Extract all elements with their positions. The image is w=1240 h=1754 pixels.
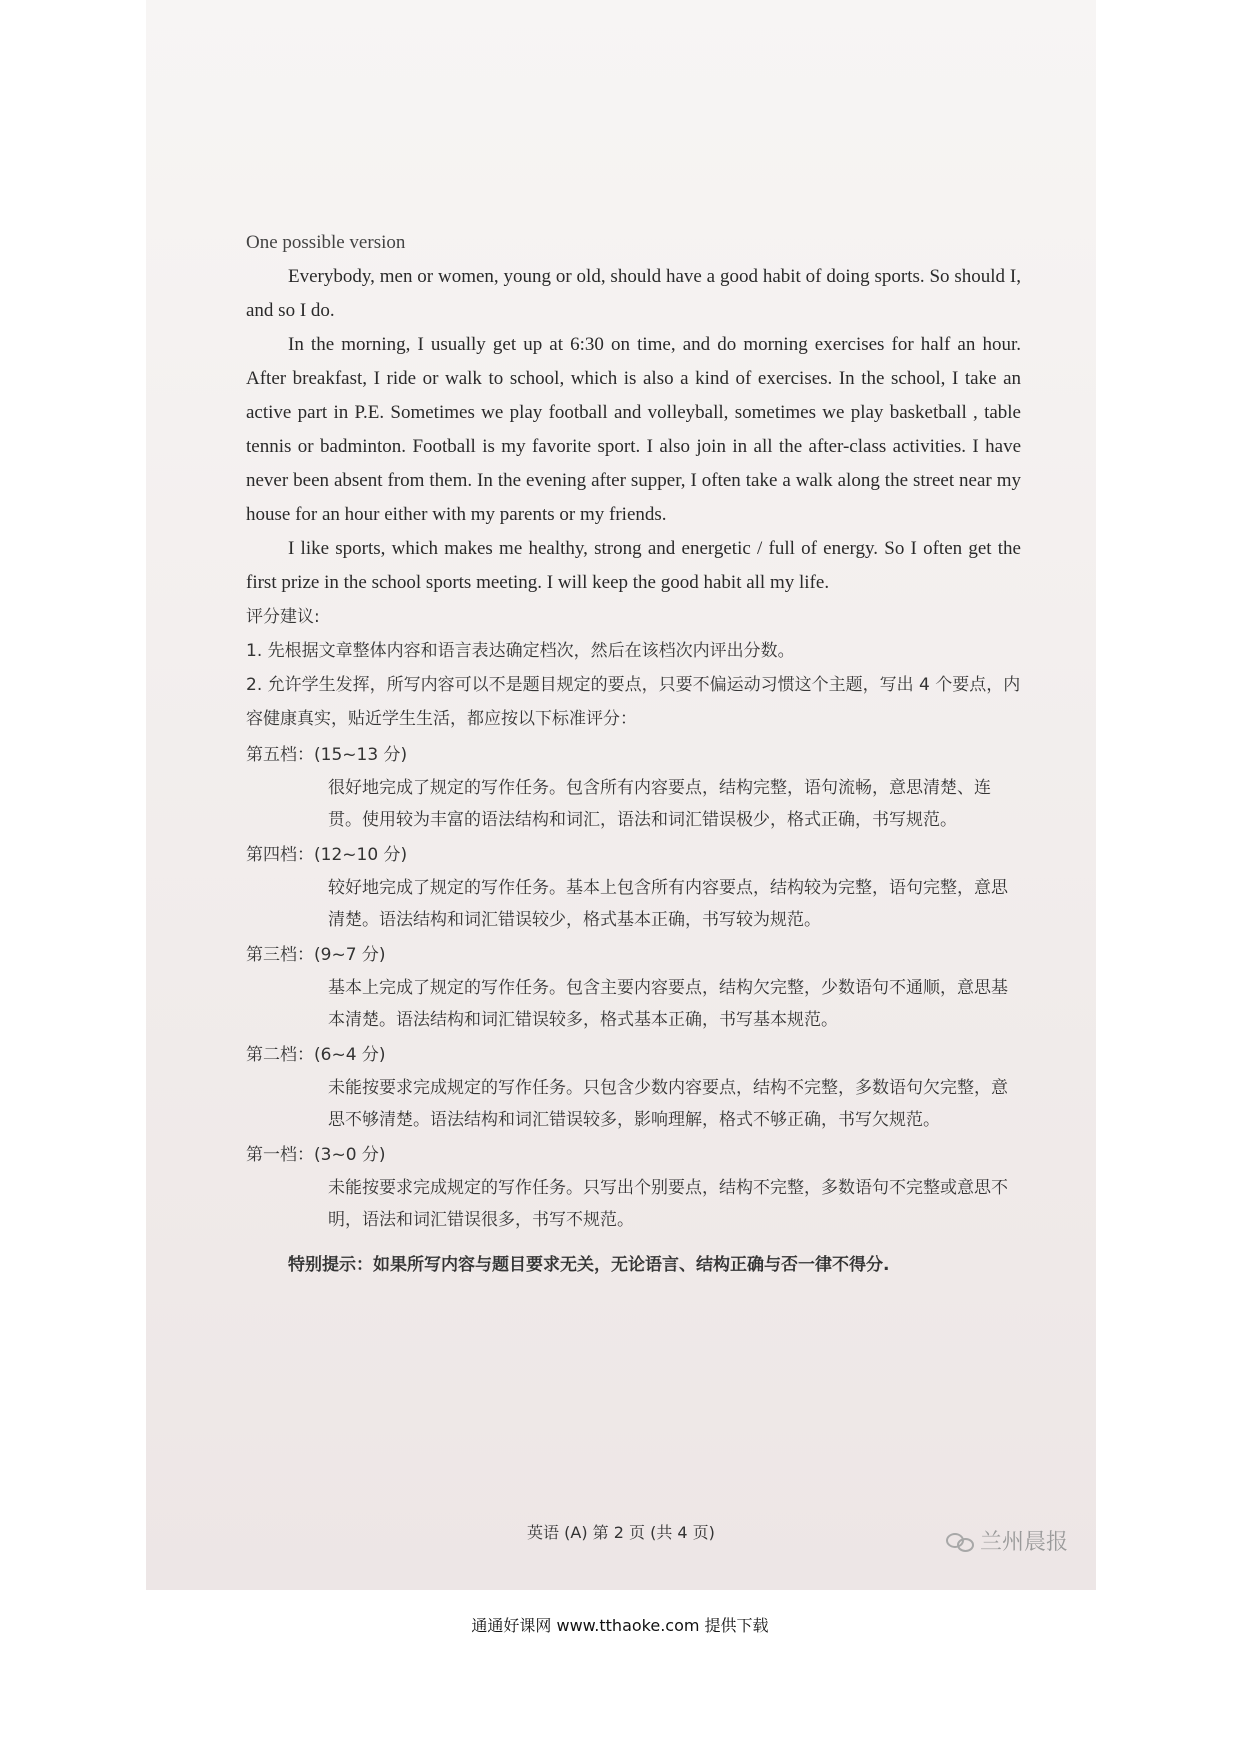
grading-rule-2: 2. 允许学生发挥，所写内容可以不是题目规定的要点，只要不偏运动习惯这个主题，写出 4 个要点，内容健康真实，贴近学生生活，都应按以下标准评分： xyxy=(246,675,1021,729)
essay-paragraph-1: Everybody, men or women, young or old, should have a good habit of doing sports. So should I, and so I do. xyxy=(246,266,1021,321)
tier-5-desc: 很好地完成了规定的写作任务。包含所有内容要点，结构完整，语句流畅，意思清楚、连贯。使用较为丰富的语法结构和词汇，语法和词汇错误极少，格式正确，书写规范。 xyxy=(328,778,991,830)
grading-title: 评分建议: xyxy=(246,607,320,627)
tier-5-title: 第五档：(15~13 分) xyxy=(246,745,408,765)
scanned-page-photo xyxy=(146,0,1096,1590)
tier-4-desc: 较好地完成了规定的写作任务。基本上包含所有内容要点，结构较为完整，语句完整，意思清楚。语法结构和词汇错误较少，格式基本正确，书写较为规范。 xyxy=(328,878,1008,930)
tier-1-desc: 未能按要求完成规定的写作任务。只写出个别要点，结构不完整，多数语句不完整或意思不明，语法和词汇错误很多，书写不规范。 xyxy=(328,1178,1008,1230)
watermark-text: 兰州晨报 xyxy=(980,1530,1069,1555)
tier-3-title: 第三档：(9~7 分) xyxy=(246,945,386,965)
essay-heading: One possible version xyxy=(246,232,406,253)
essay-paragraph-2: In the morning, I usually get up at 6:30 on time, and do morning exercises for half an hour. After breakfast, I ride or walk to school, which is also a kind of exercises. In the school, I take an active part in P.E. Sometimes we play football and volleyball, sometimes we play basketball , table tennis or badminton. Football is my favorite sport. I also join in all the after-class activities. I have never been absent from them. In the evening after supper, I often take a walk along the street near my house for an hour either with my parents or my friends. xyxy=(246,334,1021,525)
special-note: 特别提示：如果所写内容与题目要求无关，无论语言、结构正确与否一律不得分. xyxy=(288,1255,890,1275)
essay-paragraph-3: I like sports, which makes me healthy, strong and energetic / full of energy. So I often get the first prize in the school sports meeting. I will keep the good habit all my life. xyxy=(246,538,1021,593)
watermark xyxy=(946,1525,1068,1556)
tier-3-desc: 基本上完成了规定的写作任务。包含主要内容要点，结构欠完整，少数语句不通顺，意思基本清楚。语法结构和词汇错误较多，格式基本正确，书写基本规范。 xyxy=(328,978,1008,1030)
tier-2-title: 第二档：(6~4 分) xyxy=(246,1045,386,1065)
grading-rule-1: 1. 先根据文章整体内容和语言表达确定档次，然后在该档次内评出分数。 xyxy=(246,641,795,661)
download-line: 通通好课网 www.tthaoke.com 提供下载 xyxy=(471,1616,769,1635)
tier-2-desc: 未能按要求完成规定的写作任务。只包含少数内容要点，结构不完整，多数语句欠完整，意思不够清楚。语法结构和词汇错误较多，影响理解，格式不够正确，书写欠规范。 xyxy=(328,1078,1008,1130)
wechat-icon xyxy=(946,1531,974,1551)
tier-4-title: 第四档：(12~10 分) xyxy=(246,845,408,865)
page-footer: 英语 (A) 第 2 页 (共 4 页) xyxy=(527,1523,715,1542)
grading-section xyxy=(246,600,1021,1284)
page-content xyxy=(246,232,1021,1284)
tier-1-title: 第一档：(3~0 分) xyxy=(246,1145,386,1165)
